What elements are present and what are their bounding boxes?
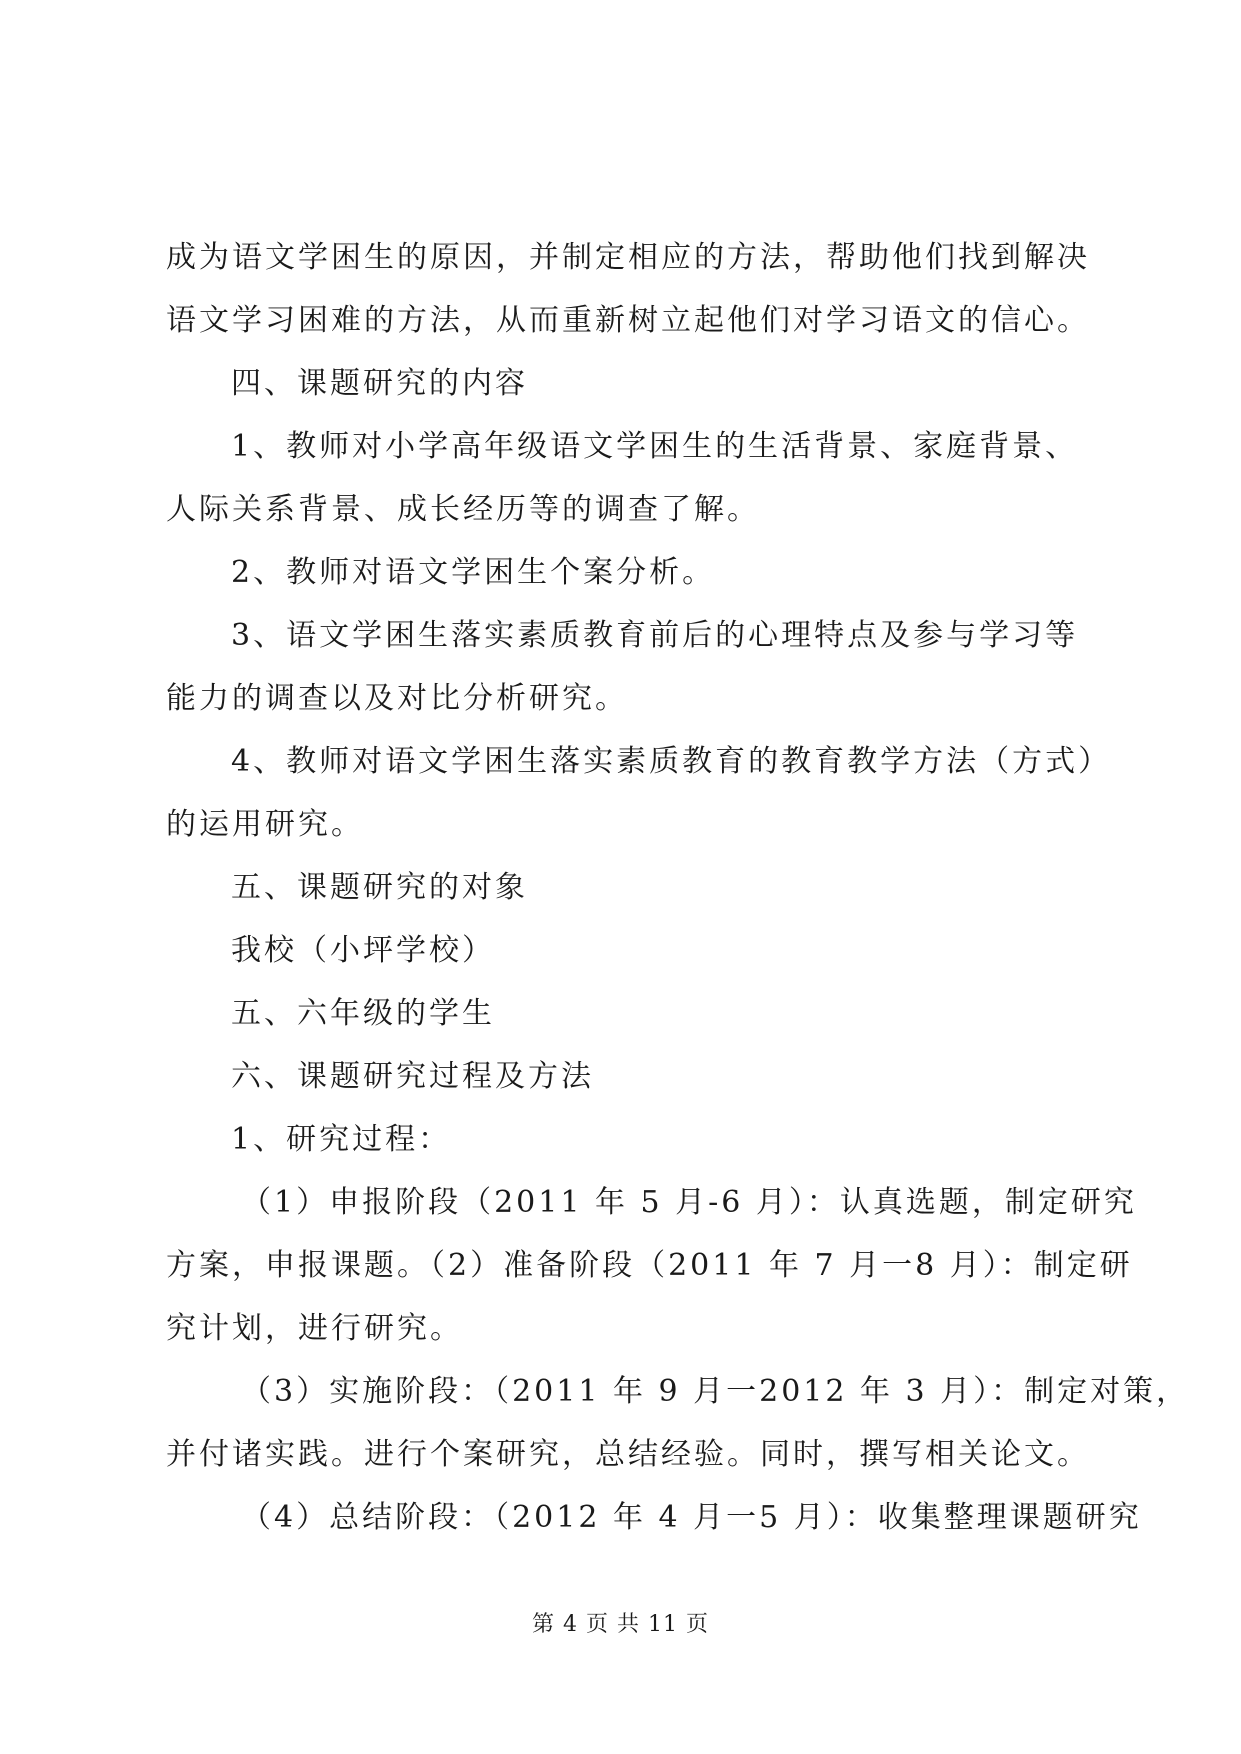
body-text-line: （3）实施阶段：（2011 年 9 月一2012 年 3 月）：制定对策， [241, 1374, 1190, 1409]
body-text-line: 1、研究过程： [231, 1122, 452, 1157]
body-text-line: 并付诸实践。进行个案研究，总结经验。同时，撰写相关论文。 [166, 1437, 1090, 1472]
body-text-line: 能力的调查以及对比分析研究。 [166, 681, 628, 716]
body-text-line: 方案，申报课题。（2）准备阶段（2011 年 7 月一8 月）：制定研 [166, 1248, 1133, 1283]
body-text-line: 究计划，进行研究。 [166, 1311, 463, 1346]
body-text-line: （1）申报阶段（2011 年 5 月-6 月）：认真选题，制定研究 [241, 1185, 1137, 1220]
body-text-line: 语文学习困难的方法，从而重新树立起他们对学习语文的信心。 [166, 303, 1090, 338]
section-heading: 六、课题研究过程及方法 [231, 1059, 594, 1094]
body-text-line: 成为语文学困生的原因，并制定相应的方法，帮助他们找到解决 [166, 240, 1090, 275]
body-text-line: 的运用研究。 [166, 807, 364, 842]
body-text-line: 3、语文学困生落实素质教育前后的心理特点及参与学习等 [231, 618, 1079, 653]
body-text-line: 2、教师对语文学困生个案分析。 [231, 555, 716, 590]
body-text-line: （4）总结阶段：（2012 年 4 月一5 月）：收集整理课题研究 [241, 1500, 1142, 1535]
section-heading: 四、课题研究的内容 [231, 366, 528, 401]
body-text-line: 五、六年级的学生 [231, 996, 495, 1031]
body-text-line: 人际关系背景、成长经历等的调查了解。 [166, 492, 760, 527]
body-text-line: 4、教师对语文学困生落实素质教育的教育教学方法（方式） [231, 744, 1112, 779]
body-text-line: 我校（小坪学校） [231, 933, 495, 968]
section-heading: 五、课题研究的对象 [231, 870, 528, 905]
page-footer: 第 4 页 共 11 页 [532, 1612, 709, 1637]
body-text-line: 1、教师对小学高年级语文学困生的生活背景、家庭背景、 [231, 429, 1079, 464]
